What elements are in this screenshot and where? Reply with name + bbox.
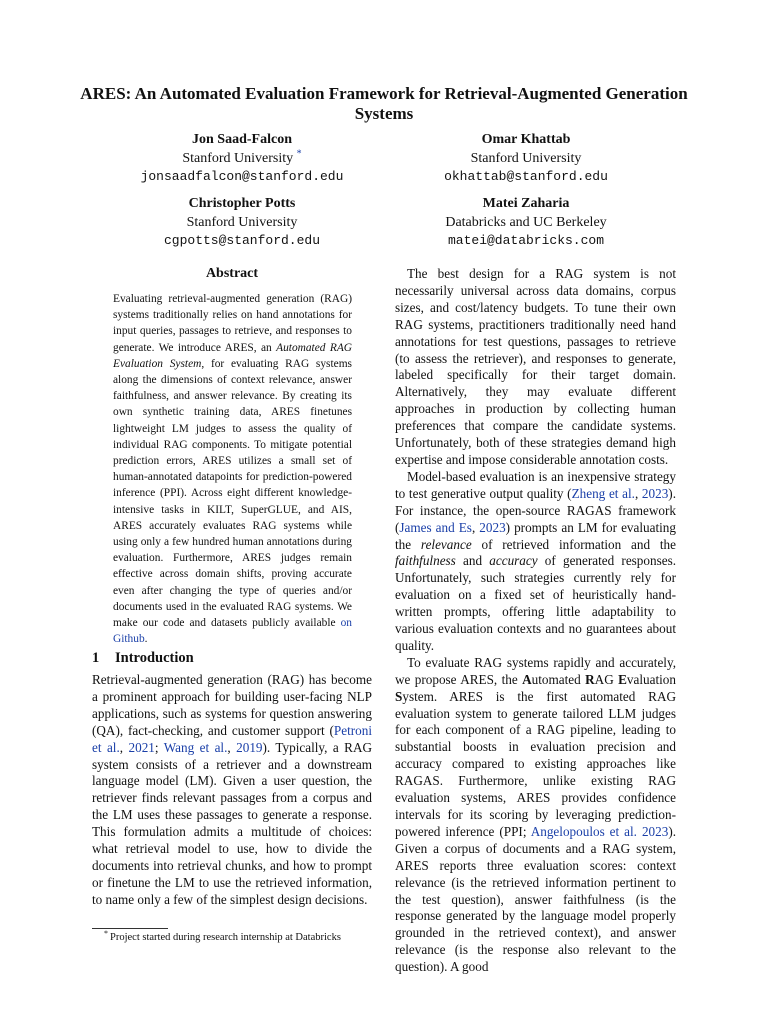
text-run: Evaluating retrieval-augmented generation (RAG) systems traditionally relies on hand annotations for input queries, passages to retrieve, and responses to generate. We introduce ARES, an [113, 293, 352, 354]
author-email: cgpotts@stanford.edu [163, 233, 321, 248]
text-run: The best design for a RAG system is not necessarily universal across data domains, corpus sizes, and cost/latency budgets. To tune their own RAG systems, practitioners traditionally need hand annotations for test questions, passages to retrieve (to assess the retriever), and responses to generate, labeled specifically for their target domain. Alternatively, they may evaluate different approaches in production by collecting human preferences that compare the candidate systems. Unfortunately, both of these strategies demand high expertise and impose considerable annotation costs. [395, 266, 676, 467]
citation-link[interactable]: on Github [113, 617, 352, 646]
intro-left-column [92, 672, 372, 909]
text-run: . [144, 633, 148, 646]
section-heading-introduction [92, 650, 194, 667]
text-run: and [455, 553, 490, 569]
text-run: A [522, 671, 532, 687]
author-name: Jon Saad-Falcon [192, 132, 292, 147]
text-run: Automated RAG Evaluation System [113, 341, 352, 370]
section-number: 1 [92, 650, 100, 666]
section-title: Introduction [115, 650, 194, 666]
text-run: S [395, 688, 403, 704]
text-run: Model-based evaluation is an inexpensive strategy to test generative output quality ( [395, 468, 676, 501]
author-affiliation: Databricks and UC Berkeley [445, 215, 607, 230]
abstract-body [113, 291, 352, 647]
body-paragraph [395, 469, 676, 655]
author-name: Omar Khattab [481, 132, 571, 147]
author-name: Matei Zaharia [482, 196, 570, 211]
citation-link[interactable]: Angelopoulos et al. [530, 823, 637, 839]
body-paragraph [395, 655, 676, 976]
citation-link[interactable]: Zheng et al. [571, 485, 635, 501]
author-block [376, 131, 676, 186]
text-run: faithfulness [395, 553, 456, 569]
text-run: of generated responses. Unfortunately, such strategies currently rely for evaluation on a fixed set of heuristically hand-written prompts, offering little adaptability to various evaluation contexts and no guarantees about quality. [395, 553, 677, 653]
text-run: of retrieved information and the [471, 536, 676, 552]
text-run: ystem. ARES is the first automated RAG evaluation system to generate tailored LLM judges for each component of a RAG pipeline, leading to substantial boosts in evaluation precision and accuracy compared to existing approaches like RAGAS. Furthermore, unlike existing RAG evaluation systems, ARES provides confidence intervals for its scoring by leveraging prediction-powered inference (PPI; [395, 688, 676, 839]
author-block [92, 195, 392, 250]
text-run: valuation [626, 671, 676, 687]
author-block [92, 131, 392, 186]
footnote [104, 928, 341, 944]
author-email: matei@databricks.com [447, 233, 605, 248]
author-block [376, 195, 676, 250]
text-run: relevance [420, 536, 472, 552]
author-email: okhattab@stanford.edu [444, 169, 608, 184]
citation-link[interactable]: Petroni et al. [92, 722, 372, 755]
citation-link[interactable]: 2021 [128, 739, 155, 755]
text-run: ) prompts an LM for evaluating the [395, 519, 676, 552]
text-run: ). Typically, a RAG system consists of a retriever and a downstream language model (LM). Given a user question, the retriever finds relevant passages from a corpus and the LM uses these passages to generate a response. This formulation admits a multitude of choices: what retrieval model to use, how to divide the documents into retrieval chunks, and how to prompt or finetune the LM to use the retrieved information, to name only a few of the simplest design decisions. [92, 739, 373, 907]
author-name: Christopher Potts [188, 196, 296, 211]
text-run: E [618, 671, 627, 687]
paper-title: ARES: An Automated Evaluation Framework for Retrieval-Augmented Generation Systems [80, 84, 688, 123]
citation-link[interactable]: 2019 [236, 739, 263, 755]
text-run: , [119, 739, 129, 755]
text-run: , [471, 519, 480, 535]
footnote-marker[interactable]: * [296, 148, 302, 160]
author-affiliation: Stanford University * [182, 148, 302, 166]
text-run: accuracy [489, 553, 538, 569]
text-run: ; [154, 739, 164, 755]
author-affiliation: Stanford University [470, 151, 582, 166]
text-run: , for evaluating RAG systems along the dimensions of context relevance, answer faithfulness, and answer relevance. By creating its own synthetic training data, ARES finetunes lightweight LM judges to assess the quality of individual RAG components. To mitigate potential prediction errors, ARES utilizes a small set of human-annotated datapoints for prediction-powered inference (PPI). Across eight different knowledge-intensive tasks in KILT, SuperGLUE, and AIS, ARES accurately evaluates RAG systems while using only a few hundred human annotations during evaluation. Furthermore, ARES judges remain effective across domain shifts, proving accurate even after changing the type of queries and/or documents used in the evaluated RAG systems. We make our code and datasets publicly available [113, 357, 352, 630]
text-run: ). For instance, the open-source RAGAS framework ( [395, 485, 676, 535]
author-affiliation: Stanford University [186, 215, 298, 230]
text-run: , [227, 739, 237, 755]
footnote-mark: * [104, 928, 108, 938]
text-run: ). Given a corpus of documents and a RAG system, ARES reports three evaluation scores: context relevance (is the retrieved information pertinent to the test question), answer faithfulness (is the response generated by the language model properly grounded in the retrieved context), and answer relevance (is the response also relevant to the question). A good [395, 823, 677, 975]
citation-link[interactable]: 2023 [479, 519, 506, 535]
text-run: R [585, 671, 595, 687]
body-paragraph [395, 266, 676, 469]
citation-link[interactable]: 2023 [641, 485, 669, 501]
citation-link[interactable]: 2023 [641, 823, 669, 839]
citation-link[interactable]: James and Es [399, 519, 472, 535]
text-run: utomated [531, 671, 586, 687]
text-run: , [634, 485, 642, 501]
text-run: Retrieval-augmented generation (RAG) has become a prominent approach for building user-facing NLP applications, such as systems for question answering (QA), fact-checking, and customer support ( [92, 672, 372, 738]
text-run: To evaluate RAG systems rapidly and accurately, we propose ARES, the [395, 654, 676, 687]
citation-link[interactable]: Wang et al. [163, 739, 228, 755]
author-email: jonsaadfalcon@stanford.edu [140, 169, 344, 184]
intro-right-column [395, 266, 676, 976]
abstract-heading: Abstract [205, 266, 259, 281]
text-run: AG [594, 671, 619, 687]
footnote-text: Project started during research internship at Databricks [110, 932, 341, 943]
